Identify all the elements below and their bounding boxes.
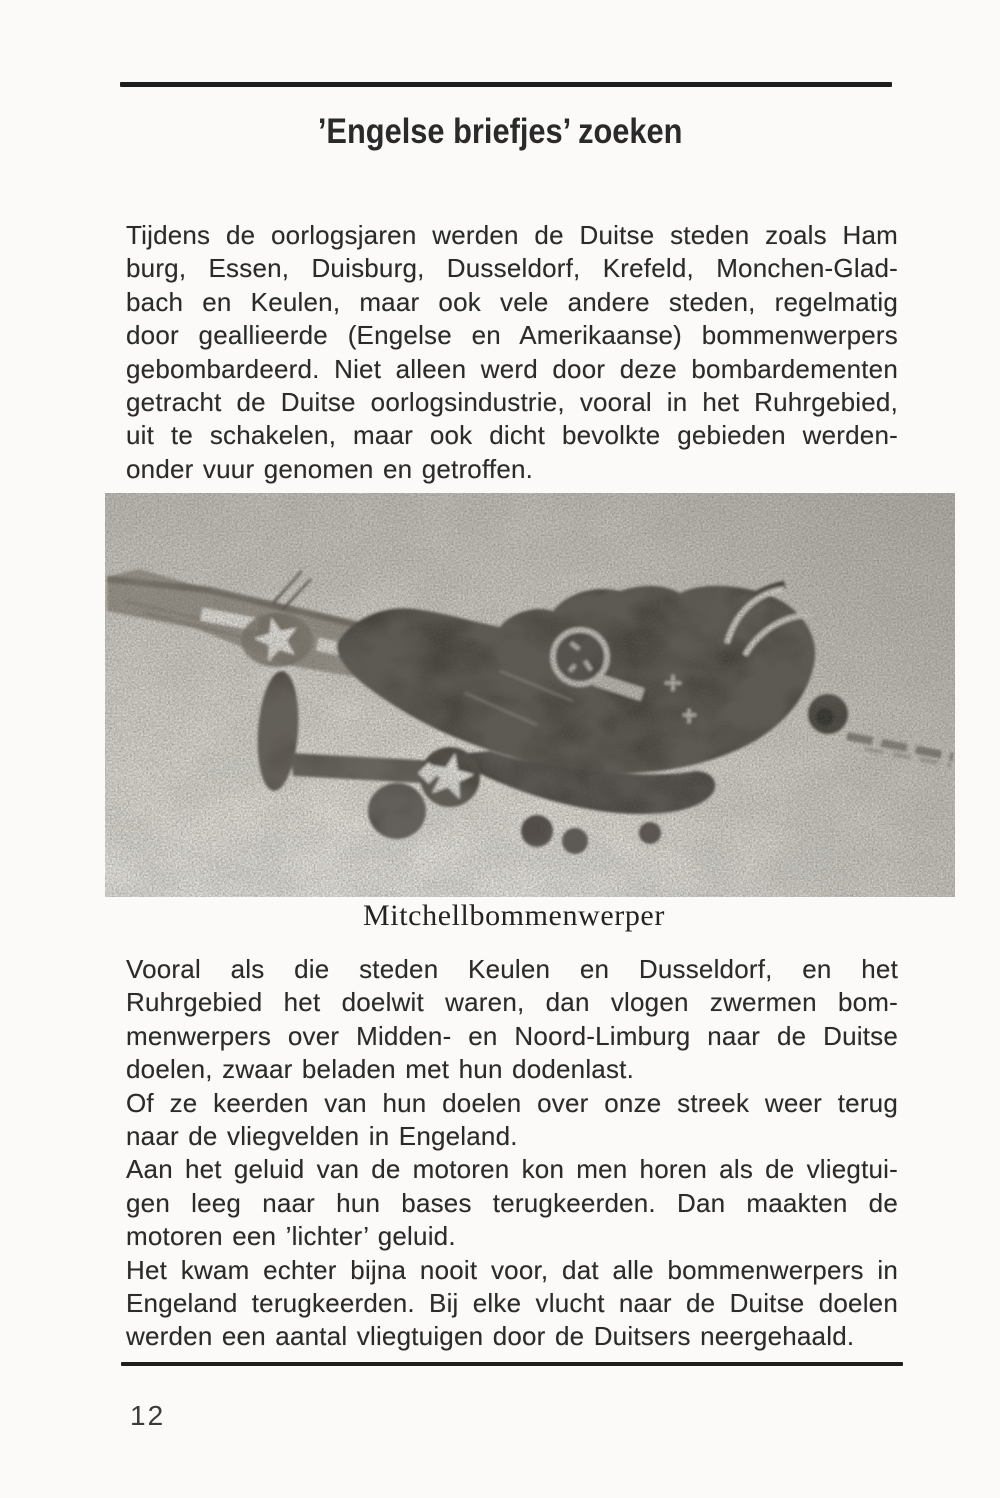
- paragraph: [126, 953, 898, 1087]
- page-title-text: ’Engelse briefjes’ zoeken: [317, 112, 683, 151]
- paragraph: [126, 1254, 898, 1354]
- text-line: onder vuur genomen en getroffen.: [126, 453, 534, 484]
- text-line: Engeland terugkeerden. Bij elke vlucht naar de Duitse doelen: [126, 1287, 898, 1318]
- text-line: Het kwam echter bijna nooit voor, dat alle bommenwerpers in: [126, 1254, 898, 1285]
- page-number: 12: [130, 1400, 166, 1431]
- text-line: naar de vliegvelden in Engeland.: [126, 1120, 518, 1151]
- mitchell-bomber-photo: [105, 493, 955, 897]
- text-line: door geallieerde (Engelse en Amerikaanse) bommenwerpers: [126, 320, 898, 351]
- text-line: motoren een ’lichter’ geluid.: [126, 1221, 456, 1252]
- text-line: menwerpers over Midden- en Noord-Limburg naar de Duitse: [126, 1020, 898, 1051]
- bomber-photo-graphic: [105, 493, 955, 897]
- top-rule: [120, 82, 892, 87]
- paragraph: [126, 1087, 898, 1154]
- text-line: Aan het geluid van de motoren kon men horen als de vliegtui-: [126, 1154, 898, 1185]
- text-line: Ruhrgebied het doelwit waren, dan vlogen zwermen bom-: [126, 987, 898, 1018]
- body-text-lower: [126, 953, 898, 1354]
- text-line: bach en Keulen, maar ook vele andere steden, regelmatig: [126, 286, 898, 317]
- text-line: werden een aantal vliegtuigen door de Duitsers neergehaald.: [126, 1321, 855, 1352]
- text-line: Tijdens de oorlogsjaren werden de Duitse steden zoals Ham: [126, 220, 898, 250]
- page-title: [0, 112, 1000, 152]
- paragraph: [126, 219, 898, 486]
- text-line: gen leeg naar hun bases terugkeerden. Dan maakten de: [126, 1187, 898, 1218]
- body-text-upper: [126, 219, 898, 486]
- text-line: burg, Essen, Duisburg, Dusseldorf, Krefeld, Monchen-Glad-: [126, 253, 898, 284]
- photo-caption: Mitchellbommenwerper: [363, 899, 665, 932]
- text-line: uit te schakelen, maar ook dicht bevolkte gebieden werden-: [126, 420, 898, 451]
- text-line: doelen, zwaar beladen met hun dodenlast.: [126, 1054, 635, 1085]
- paragraph: [126, 1153, 898, 1253]
- text-line: gebombardeerd. Niet alleen werd door deze bombardementen: [126, 353, 898, 384]
- text-line: getracht de Duitse oorlogsindustrie, vooral in het Ruhrgebied,: [126, 386, 898, 417]
- text-line: Vooral als die steden Keulen en Dusseldorf, en het: [126, 954, 898, 984]
- text-line: Of ze keerden van hun doelen over onze streek weer terug: [126, 1087, 898, 1118]
- bottom-rule: [121, 1362, 903, 1366]
